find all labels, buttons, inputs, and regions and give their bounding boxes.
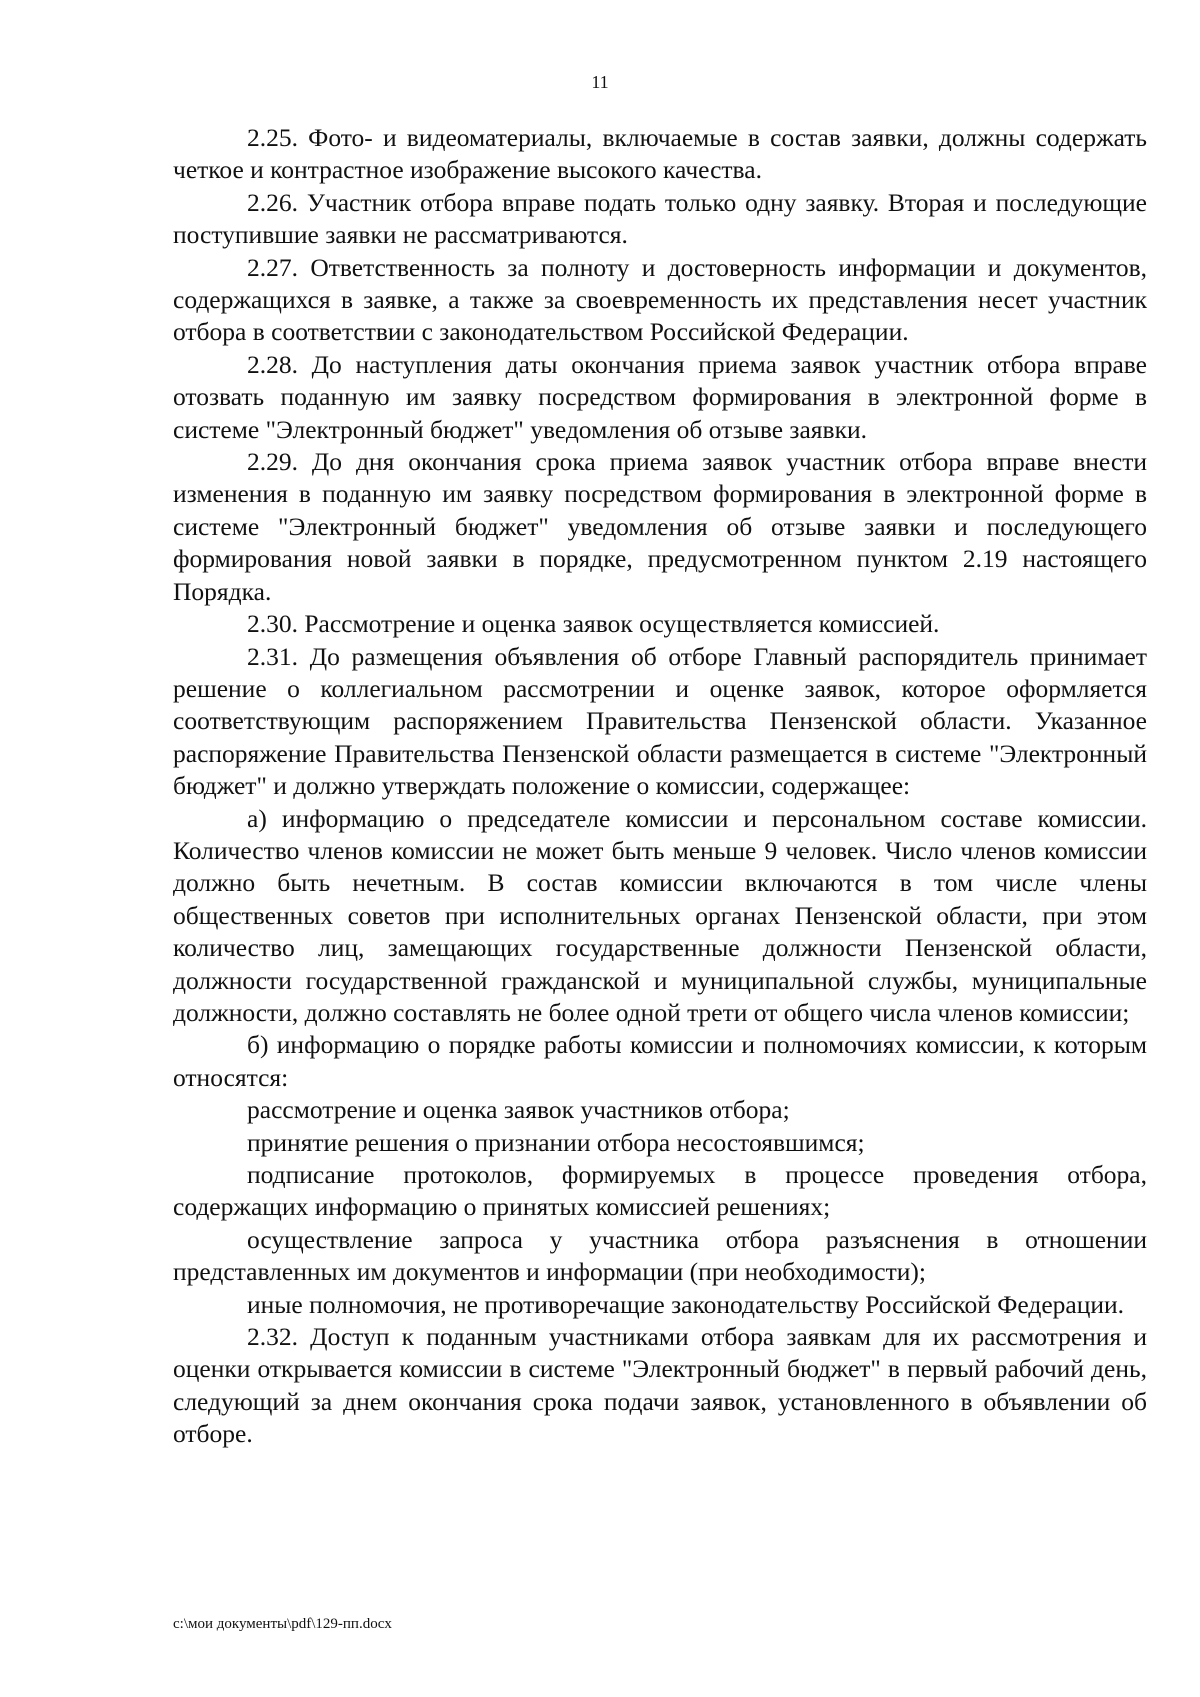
paragraph-2-31-a: а) информацию о председателе комиссии и персональном составе комиссии. Количество членов комиссии не может быть меньше 9 человек. Число членов комиссии должно быть нечетным. В состав комиссии включаются в том числе члены общественных советов при исполнительных органах Пензенской области, при этом количество лиц, замещающих государственные должности Пензенской области, должности государственной гражданской и муниципальной службы, муниципальные должности, должно составлять не более одной трети от общего числа членов комиссии; [173,803,1147,1027]
list-item-other-powers: иные полномочия, не противоречащие законодательству Российской Федерации. [247,1289,1125,1319]
paragraph-2-26: 2.26. Участник отбора вправе подать только одну заявку. Вторая и последующие поступившие заявки не рассматриваются. [173,187,1147,250]
paragraph-2-32: 2.32. Доступ к поданным участниками отбора заявкам для их рассмотрения и оценки открывается комиссии в системе "Электронный бюджет" в первый рабочий день, следующий за днем окончания срока подачи заявок, установленного в объявлении об отборе. [173,1322,1147,1449]
page-number: 11 [591,72,609,92]
paragraph-2-25: 2.25. Фото- и видеоматериалы, включаемые в состав заявки, должны содержать четкое и контрастное изображение высокого качества. [173,123,1147,185]
paragraph-2-27: 2.27. Ответственность за полноту и достоверность информации и документов, содержащихся в заявке, а также за своевременность их представления несет участник отбора в соответствии с законодательством Российской Федерации. [173,252,1147,347]
paragraph-2-29: 2.29. До дня окончания срока приема заявок участник отбора вправе внести изменения в поданную им заявку посредством формирования в электронной форме в системе "Электронный бюджет" уведомления об отзыве заявки и последующего формирования новой заявки в порядке, предусмотренном пунктом 2.19 настоящего Порядка. [173,447,1147,606]
list-item-clarification: осуществление запроса у участника отбора разъяснения в отношении представленных им документов и информации (при необходимости); [173,1224,1147,1287]
list-item-protocols: подписание протоколов, формируемых в процессе проведения отбора, содержащих информацию о принятых комиссией решениях; [173,1160,1147,1222]
list-item-review: рассмотрение и оценка заявок участников отбора; [247,1095,790,1125]
list-item-failed-selection: принятие решения о признании отбора несостоявшимся; [247,1127,865,1157]
document-body [173,122,1147,1451]
paragraph-2-31: 2.31. До размещения объявления об отборе Главный распорядитель принимает решение о коллегиальном рассмотрении и оценке заявок, которое оформляется соответствующим распоряжением Правительства Пензенской области. Указанное распоряжение Правительства Пензенской области размещается в системе "Электронный бюджет" и должно утверждать положение о комиссии, содержащее: [173,641,1147,801]
paragraph-2-30: 2.30. Рассмотрение и оценка заявок осуществляется комиссией. [247,609,940,639]
paragraph-2-28: 2.28. До наступления даты окончания приема заявок участник отбора вправе отозвать поданную им заявку посредством формирования в электронной форме в системе "Электронный бюджет" уведомления об отзыве заявки. [173,349,1147,444]
paragraph-2-31-b: б) информацию о порядке работы комиссии и полномочиях комиссии, к которым относятся: [173,1030,1147,1092]
file-path-footer: c:\мои документы\pdf\129-пп.docx [173,1616,392,1632]
